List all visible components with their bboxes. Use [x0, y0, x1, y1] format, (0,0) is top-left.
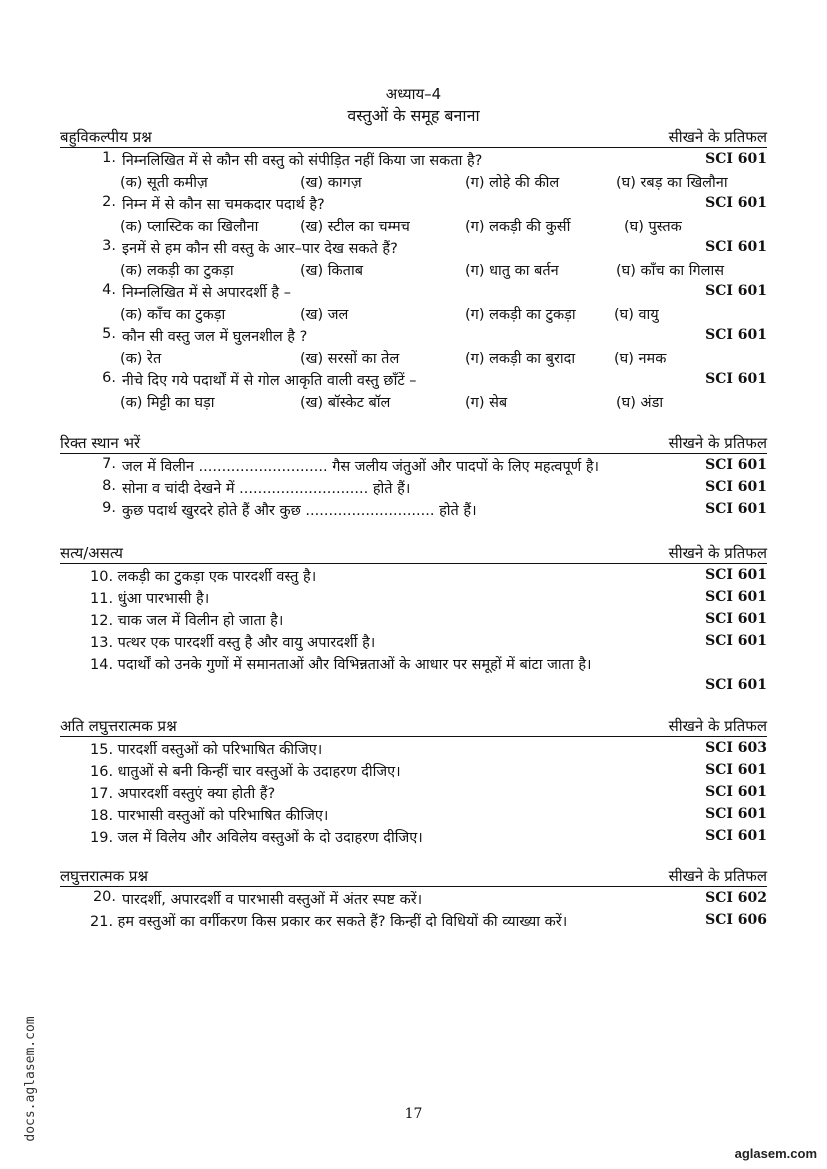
outcome-code: SCI 601 [705, 828, 767, 844]
outcome-code: SCI 601 [705, 371, 767, 387]
question-row [60, 456, 767, 478]
question-number: 3. [102, 238, 116, 254]
option-ka: (क) लकड़ी का टुकड़ा [120, 263, 234, 279]
question-number: 8. [102, 478, 116, 494]
option-ga: (ग) लकड़ी की कुर्सी [465, 219, 571, 235]
question-number: 20. [92, 889, 116, 905]
question-text: नीचे दिए गये पदार्थों में से गोल आकृति वाली वस्तु छाँटें – [122, 373, 417, 389]
section-title: रिक्त स्थान भरें [60, 434, 141, 452]
section-header-fill [60, 433, 767, 455]
question-text: 10. लकड़ी का टुकड़ा एक पारदर्शी वस्तु है। [90, 569, 317, 585]
outcome-code: SCI 601 [705, 762, 767, 778]
option-ka: (क) प्लास्टिक का खिलौना [120, 219, 259, 235]
question-row [60, 610, 767, 632]
question-row [60, 478, 767, 500]
chapter-number: अध्याय–4 [385, 85, 442, 103]
section-title: सत्य/असत्य [60, 544, 123, 562]
outcome-header: सीखने के प्रतिफल [668, 717, 767, 735]
question-text: 16. धातुओं से बनी किन्हीं चार वस्तुओं के उदाहरण दीजिए। [90, 764, 401, 780]
option-ga: (ग) लकड़ी का बुरादा [465, 351, 576, 367]
question-text: 13. पत्थर एक पारदर्शी वस्तु है और वायु अपारदर्शी है। [90, 635, 376, 651]
question-row [60, 676, 767, 698]
outcome-code: SCI 601 [705, 589, 767, 605]
question-text: 11. धुंआ पारभासी है। [90, 591, 210, 607]
section-divider [60, 736, 767, 737]
question-row [60, 500, 767, 522]
section-header-mcq [60, 127, 767, 149]
question-text: कौन सी वस्तु जल में घुलनशील है ? [122, 329, 308, 345]
question-row [60, 194, 767, 216]
question-row [60, 238, 767, 260]
question-row [60, 783, 767, 805]
chapter-title: वस्तुओं के समूह बनाना [347, 106, 480, 125]
outcome-code: SCI 603 [705, 740, 767, 756]
outcome-code: SCI 601 [705, 151, 767, 167]
section-title: अति लघुत्तरात्मक प्रश्न [60, 717, 177, 735]
section-divider [60, 147, 767, 148]
section-divider [60, 563, 767, 564]
outcome-code: SCI 601 [705, 283, 767, 299]
option-ga: (ग) सेब [465, 395, 508, 411]
outcome-header: सीखने के प्रतिफल [668, 128, 767, 146]
question-number: 7. [102, 456, 116, 472]
outcome-header: सीखने के प्रतिफल [668, 434, 767, 452]
option-gha: (घ) अंडा [616, 395, 664, 411]
question-text: 12. चाक जल में विलीन हो जाता है। [90, 613, 284, 629]
outcome-code: SCI 601 [705, 567, 767, 583]
question-row [60, 805, 767, 827]
question-row [60, 889, 767, 911]
option-kha: (ख) स्टील का चम्मच [300, 219, 410, 235]
question-row [60, 911, 767, 933]
outcome-code: SCI 601 [705, 239, 767, 255]
option-kha: (ख) कागज़ [300, 175, 362, 191]
question-number: 9. [102, 500, 116, 516]
section-header-vshort [60, 716, 767, 738]
outcome-code: SCI 601 [705, 479, 767, 495]
option-ga: (ग) लोहे की कील [465, 175, 560, 191]
outcome-header: सीखने के प्रतिफल [668, 544, 767, 562]
outcome-code: SCI 601 [705, 195, 767, 211]
outcome-code: SCI 601 [705, 457, 767, 473]
question-text: इनमें से हम कौन सी वस्तु के आर–पार देख सकते हैं? [122, 241, 398, 257]
section-header-short [60, 866, 767, 888]
side-watermark: docs.aglasem.com [23, 1016, 38, 1142]
question-row [60, 761, 767, 783]
question-text: पारदर्शी, अपारदर्शी व पारभासी वस्तुओं में अंतर स्पष्ट करें। [122, 892, 423, 908]
question-text: कुछ पदार्थ खुरदरे होते हैं और कुछ ............................ होते हैं। [122, 503, 477, 519]
outcome-code: SCI 601 [705, 677, 767, 693]
option-gha: (घ) काँच का गिलास [616, 263, 725, 279]
question-row [60, 632, 767, 654]
outcome-code: SCI 602 [705, 890, 767, 906]
option-kha: (ख) जल [300, 307, 349, 323]
question-text: 17. अपारदर्शी वस्तुएं क्या होती हैं? [90, 786, 276, 802]
option-ga: (ग) लकड़ी का टुकड़ा [465, 307, 576, 323]
question-row [60, 326, 767, 348]
question-text: 18. पारभासी वस्तुओं को परिभाषित कीजिए। [90, 808, 329, 824]
section-title: लघुत्तरात्मक प्रश्न [60, 867, 149, 885]
option-gha: (घ) रबड़ का खिलौना [616, 175, 728, 191]
section-header-tf [60, 543, 767, 565]
question-text: 14. पदार्थों को उनके गुणों में समानताओं और विभिन्नताओं के आधार पर समूहों में बांटा जाता है। [90, 657, 592, 673]
question-text: निम्न में से कौन सा चमकदार पदार्थ है? [122, 197, 325, 213]
option-kha: (ख) बॉस्केट बॉल [300, 395, 391, 411]
question-row [60, 739, 767, 761]
question-row [60, 150, 767, 172]
question-number: 2. [102, 194, 116, 210]
question-number: 5. [102, 326, 116, 342]
section-divider [60, 886, 767, 887]
section-divider [60, 453, 767, 454]
option-ka: (क) रेत [120, 351, 162, 367]
question-row [60, 282, 767, 304]
option-ka: (क) मिट्टी का घड़ा [120, 395, 215, 411]
outcome-code: SCI 601 [705, 806, 767, 822]
option-gha: (घ) पुस्तक [624, 219, 682, 235]
option-gha: (घ) नमक [614, 351, 667, 367]
outcome-code: SCI 606 [705, 912, 767, 928]
question-row [60, 370, 767, 392]
question-text: 21. हम वस्तुओं का वर्गीकरण किस प्रकार कर सकते हैं? किन्हीं दो विधियों की व्याख्या करें। [90, 914, 568, 930]
option-kha: (ख) सरसों का तेल [300, 351, 400, 367]
outcome-code: SCI 601 [705, 611, 767, 627]
question-number: 6. [102, 370, 116, 386]
option-ka: (क) काँच का टुकड़ा [120, 307, 226, 323]
question-row [60, 588, 767, 610]
question-row [60, 566, 767, 588]
outcome-code: SCI 601 [705, 327, 767, 343]
question-text: जल में विलीन ............................ गैस जलीय जंतुओं और पादपों के लिए महत्वपूर्ण है। [122, 459, 600, 475]
question-number: 1. [102, 150, 116, 166]
outcome-code: SCI 601 [705, 784, 767, 800]
question-text: निम्नलिखित में से अपारदर्शी है – [122, 285, 291, 301]
question-row [60, 827, 767, 849]
question-text: निम्नलिखित में से कौन सी वस्तु को संपीड़ित नहीं किया जा सकता है? [122, 153, 483, 169]
option-kha: (ख) किताब [300, 263, 363, 279]
question-row [60, 654, 767, 676]
question-number: 4. [102, 282, 116, 298]
page-number: 17 [404, 1106, 423, 1122]
option-gha: (घ) वायु [614, 307, 659, 323]
outcome-code: SCI 601 [705, 633, 767, 649]
outcome-code: SCI 601 [705, 501, 767, 517]
question-text: 15. पारदर्शी वस्तुओं को परिभाषित कीजिए। [90, 742, 323, 758]
question-text: सोना व चांदी देखने में ............................ होते हैं। [122, 481, 411, 497]
question-text: 19. जल में विलेय और अविलेय वस्तुओं के दो उदाहरण दीजिए। [90, 830, 423, 846]
outcome-header: सीखने के प्रतिफल [668, 867, 767, 885]
brand-watermark: aglasem.com [734, 1146, 817, 1161]
option-ka: (क) सूती कमीज़ [120, 175, 208, 191]
section-title: बहुविकल्पीय प्रश्न [60, 128, 152, 146]
option-ga: (ग) धातु का बर्तन [465, 263, 559, 279]
